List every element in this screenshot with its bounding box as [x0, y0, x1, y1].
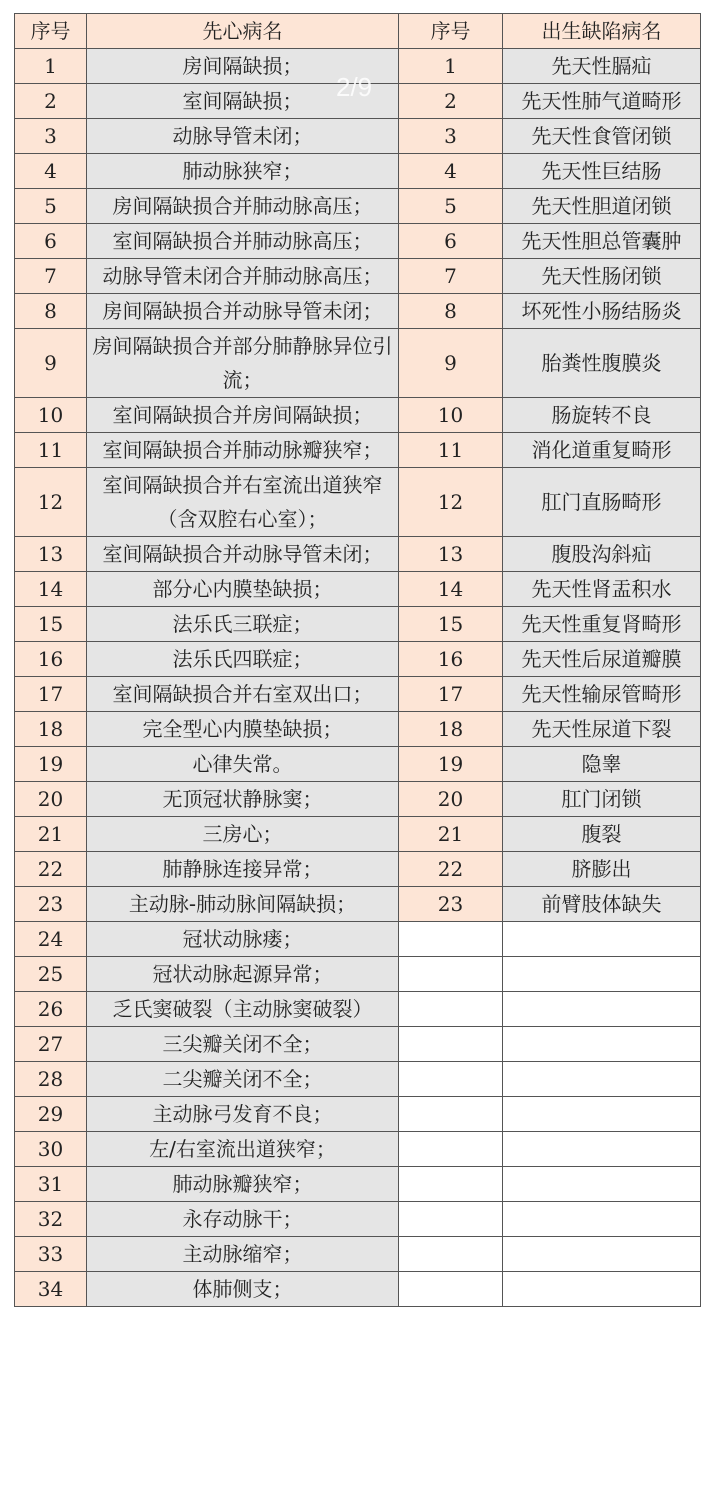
table-row [15, 1202, 701, 1237]
row-seq-defect: 13 [399, 537, 503, 572]
row-seq-chd: 5 [15, 189, 87, 224]
table-row [15, 1062, 701, 1097]
row-seq-chd: 12 [15, 468, 87, 537]
row-defect-name: 腹股沟斜疝 [503, 537, 701, 572]
row-seq-defect: 18 [399, 712, 503, 747]
table-row [15, 259, 701, 294]
row-seq-defect: 2 [399, 84, 503, 119]
row-seq-defect: 7 [399, 259, 503, 294]
row-defect-name: 先天性重复肾畸形 [503, 607, 701, 642]
row-seq-chd: 19 [15, 747, 87, 782]
row-seq-chd: 20 [15, 782, 87, 817]
row-seq-chd: 9 [15, 329, 87, 398]
row-defect-name [503, 1237, 701, 1272]
row-seq-chd: 30 [15, 1132, 87, 1167]
row-chd-name: 主动脉-肺动脉间隔缺损； [87, 887, 399, 922]
row-seq-chd: 18 [15, 712, 87, 747]
row-defect-name [503, 1132, 701, 1167]
header-defect-name: 出生缺陷病名 [503, 14, 701, 49]
row-seq-defect: 10 [399, 398, 503, 433]
table-row [15, 537, 701, 572]
row-seq-defect: 17 [399, 677, 503, 712]
row-seq-defect [399, 1202, 503, 1237]
table-row [15, 852, 701, 887]
table-row [15, 154, 701, 189]
row-seq-chd: 24 [15, 922, 87, 957]
row-seq-defect [399, 922, 503, 957]
row-seq-defect [399, 1062, 503, 1097]
row-defect-name: 先天性肠闭锁 [503, 259, 701, 294]
row-defect-name [503, 957, 701, 992]
row-seq-chd: 2 [15, 84, 87, 119]
table-row [15, 1167, 701, 1202]
table-row [15, 782, 701, 817]
row-chd-name: 法乐氏三联症； [87, 607, 399, 642]
row-seq-chd: 8 [15, 294, 87, 329]
row-chd-name: 室间隔缺损； [87, 84, 399, 119]
row-chd-name: 左/右室流出道狭窄； [87, 1132, 399, 1167]
row-seq-defect: 22 [399, 852, 503, 887]
row-seq-defect: 16 [399, 642, 503, 677]
row-seq-defect: 23 [399, 887, 503, 922]
row-defect-name [503, 1062, 701, 1097]
row-defect-name: 先天性尿道下裂 [503, 712, 701, 747]
row-defect-name: 先天性肺气道畸形 [503, 84, 701, 119]
row-chd-name: 无顶冠状静脉窦； [87, 782, 399, 817]
row-seq-defect: 9 [399, 329, 503, 398]
row-defect-name: 坏死性小肠结肠炎 [503, 294, 701, 329]
table-row [15, 294, 701, 329]
row-seq-chd: 3 [15, 119, 87, 154]
row-seq-defect [399, 1237, 503, 1272]
row-defect-name: 腹裂 [503, 817, 701, 852]
row-seq-chd: 10 [15, 398, 87, 433]
row-seq-defect [399, 957, 503, 992]
row-defect-name: 消化道重复畸形 [503, 433, 701, 468]
row-defect-name [503, 1167, 701, 1202]
row-seq-chd: 7 [15, 259, 87, 294]
row-chd-name: 室间隔缺损合并右室流出道狭窄（含双腔右心室）； [87, 468, 399, 537]
row-seq-defect: 20 [399, 782, 503, 817]
row-seq-chd: 31 [15, 1167, 87, 1202]
row-defect-name: 肛门直肠畸形 [503, 468, 701, 537]
row-seq-chd: 32 [15, 1202, 87, 1237]
row-defect-name: 肛门闭锁 [503, 782, 701, 817]
table-row [15, 433, 701, 468]
row-chd-name: 房间隔缺损合并部分肺静脉异位引流； [87, 329, 399, 398]
row-seq-defect [399, 992, 503, 1027]
row-seq-chd: 17 [15, 677, 87, 712]
row-seq-defect [399, 1272, 503, 1307]
row-defect-name: 先天性巨结肠 [503, 154, 701, 189]
row-defect-name: 先天性后尿道瓣膜 [503, 642, 701, 677]
row-defect-name: 先天性胆道闭锁 [503, 189, 701, 224]
row-defect-name [503, 1027, 701, 1062]
row-seq-defect: 21 [399, 817, 503, 852]
row-seq-defect: 19 [399, 747, 503, 782]
row-seq-defect: 11 [399, 433, 503, 468]
row-chd-name: 室间隔缺损合并肺动脉高压； [87, 224, 399, 259]
row-defect-name [503, 922, 701, 957]
row-seq-defect: 1 [399, 49, 503, 84]
table-body [15, 49, 701, 1307]
header-chd-name: 先心病名 [87, 14, 399, 49]
table-row [15, 1132, 701, 1167]
table-row [15, 642, 701, 677]
disease-table-sheet [14, 13, 700, 1307]
page-indicator: 2/9 [336, 72, 373, 102]
row-chd-name: 肺动脉瓣狭窄； [87, 1167, 399, 1202]
table-row [15, 119, 701, 154]
row-chd-name: 心律失常。 [87, 747, 399, 782]
header-seq-1: 序号 [15, 14, 87, 49]
row-seq-chd: 16 [15, 642, 87, 677]
row-defect-name [503, 1097, 701, 1132]
row-seq-defect: 14 [399, 572, 503, 607]
row-chd-name: 体肺侧支； [87, 1272, 399, 1307]
table-row [15, 887, 701, 922]
row-chd-name: 房间隔缺损合并肺动脉高压； [87, 189, 399, 224]
row-seq-chd: 15 [15, 607, 87, 642]
row-chd-name: 主动脉弓发育不良； [87, 1097, 399, 1132]
row-chd-name: 三尖瓣关闭不全； [87, 1027, 399, 1062]
row-chd-name: 完全型心内膜垫缺损； [87, 712, 399, 747]
table-row [15, 992, 701, 1027]
row-seq-chd: 29 [15, 1097, 87, 1132]
row-chd-name: 动脉导管未闭合并肺动脉高压； [87, 259, 399, 294]
table-row [15, 189, 701, 224]
table-row [15, 1097, 701, 1132]
row-seq-chd: 25 [15, 957, 87, 992]
row-seq-defect: 8 [399, 294, 503, 329]
row-chd-name: 房间隔缺损； [87, 49, 399, 84]
table-row [15, 712, 701, 747]
table-row [15, 677, 701, 712]
row-seq-defect [399, 1097, 503, 1132]
row-seq-chd: 6 [15, 224, 87, 259]
row-defect-name: 先天性肾盂积水 [503, 572, 701, 607]
row-chd-name: 动脉导管未闭； [87, 119, 399, 154]
table-row [15, 224, 701, 259]
row-seq-defect [399, 1167, 503, 1202]
row-chd-name: 室间隔缺损合并房间隔缺损； [87, 398, 399, 433]
table-row [15, 922, 701, 957]
row-seq-defect: 3 [399, 119, 503, 154]
row-chd-name: 房间隔缺损合并动脉导管未闭； [87, 294, 399, 329]
table-row [15, 1237, 701, 1272]
header-seq-2: 序号 [399, 14, 503, 49]
row-seq-defect: 12 [399, 468, 503, 537]
row-defect-name [503, 1202, 701, 1237]
row-defect-name: 肠旋转不良 [503, 398, 701, 433]
table-row [15, 747, 701, 782]
row-chd-name: 室间隔缺损合并动脉导管未闭； [87, 537, 399, 572]
row-chd-name: 二尖瓣关闭不全； [87, 1062, 399, 1097]
table-row [15, 468, 701, 537]
row-defect-name: 先天性输尿管畸形 [503, 677, 701, 712]
row-seq-chd: 4 [15, 154, 87, 189]
row-chd-name: 冠状动脉瘘； [87, 922, 399, 957]
table-row [15, 607, 701, 642]
row-seq-chd: 34 [15, 1272, 87, 1307]
row-seq-chd: 26 [15, 992, 87, 1027]
row-seq-defect [399, 1132, 503, 1167]
row-defect-name: 隐睾 [503, 747, 701, 782]
row-defect-name: 前臂肢体缺失 [503, 887, 701, 922]
row-seq-chd: 14 [15, 572, 87, 607]
row-chd-name: 三房心； [87, 817, 399, 852]
table-row [15, 817, 701, 852]
row-seq-chd: 21 [15, 817, 87, 852]
row-seq-chd: 28 [15, 1062, 87, 1097]
row-chd-name: 法乐氏四联症； [87, 642, 399, 677]
row-chd-name: 永存动脉干； [87, 1202, 399, 1237]
row-seq-defect: 6 [399, 224, 503, 259]
row-chd-name: 冠状动脉起源异常； [87, 957, 399, 992]
row-seq-defect [399, 1027, 503, 1062]
row-chd-name: 主动脉缩窄； [87, 1237, 399, 1272]
row-seq-chd: 22 [15, 852, 87, 887]
row-defect-name: 先天性膈疝 [503, 49, 701, 84]
row-defect-name: 先天性胆总管囊肿 [503, 224, 701, 259]
row-defect-name [503, 992, 701, 1027]
row-defect-name: 胎粪性腹膜炎 [503, 329, 701, 398]
table-row [15, 572, 701, 607]
row-seq-chd: 11 [15, 433, 87, 468]
row-defect-name: 脐膨出 [503, 852, 701, 887]
row-seq-chd: 27 [15, 1027, 87, 1062]
row-defect-name: 先天性食管闭锁 [503, 119, 701, 154]
row-chd-name: 部分心内膜垫缺损； [87, 572, 399, 607]
table-row [15, 1027, 701, 1062]
row-seq-defect: 5 [399, 189, 503, 224]
row-seq-chd: 33 [15, 1237, 87, 1272]
table-row [15, 1272, 701, 1307]
row-seq-chd: 23 [15, 887, 87, 922]
table-row [15, 329, 701, 398]
table-row [15, 957, 701, 992]
row-chd-name: 乏氏窦破裂（主动脉窦破裂） [87, 992, 399, 1027]
table-row [15, 398, 701, 433]
row-chd-name: 室间隔缺损合并肺动脉瓣狭窄； [87, 433, 399, 468]
row-chd-name: 室间隔缺损合并右室双出口； [87, 677, 399, 712]
row-seq-defect: 15 [399, 607, 503, 642]
row-chd-name: 肺动脉狭窄； [87, 154, 399, 189]
row-seq-chd: 13 [15, 537, 87, 572]
disease-table [14, 13, 701, 1307]
row-defect-name [503, 1272, 701, 1307]
header-row [15, 14, 701, 49]
row-seq-defect: 4 [399, 154, 503, 189]
row-seq-chd: 1 [15, 49, 87, 84]
row-chd-name: 肺静脉连接异常； [87, 852, 399, 887]
